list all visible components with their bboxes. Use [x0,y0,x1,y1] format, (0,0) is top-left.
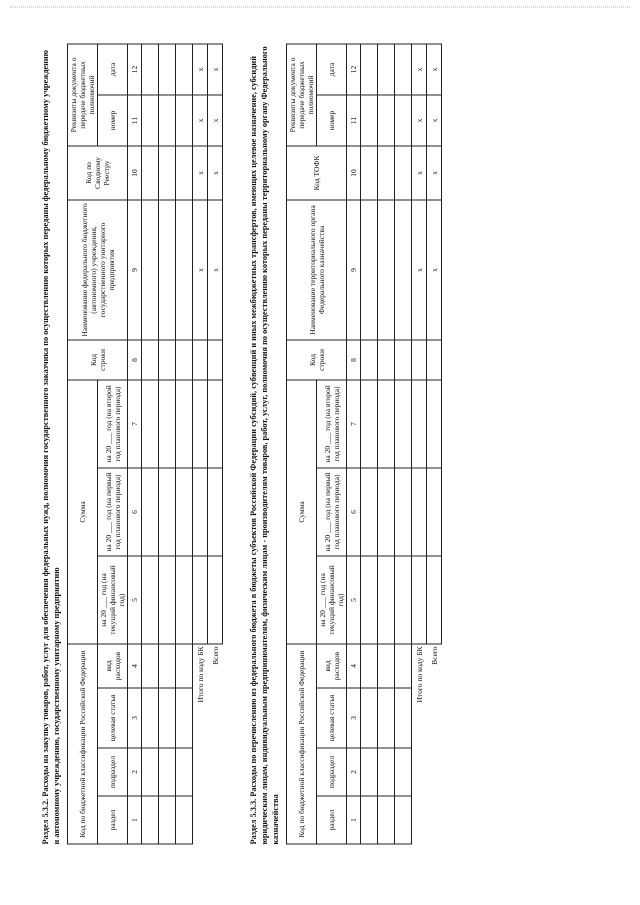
cell-input[interactable] [361,44,378,95]
cell-input[interactable] [176,95,193,146]
cell-input[interactable] [361,146,378,200]
x-mark: x [193,44,208,95]
cell-input[interactable] [142,380,159,468]
col-number: 2 [128,748,142,796]
col-number: 10 [347,146,361,200]
cell-input[interactable] [361,95,378,146]
cell-input[interactable] [176,380,193,468]
cell-input[interactable] [427,468,442,556]
col-number: 3 [128,688,142,748]
col-number: 4 [347,644,361,688]
header-sum-first: на 20 ___ год (на первый год планового периода) [98,468,128,556]
header-razdel: раздел [317,796,347,844]
section-5-3-3 [248,45,442,845]
total-all-label: Всего [429,646,439,665]
table-row [142,44,159,844]
cell-input[interactable] [142,200,159,340]
table-row [176,44,193,844]
cell-input[interactable] [193,556,208,644]
cell-input[interactable] [142,340,159,380]
cell-input[interactable] [361,468,378,556]
cell-input[interactable] [361,380,378,468]
cell-input[interactable] [142,688,159,748]
header-row [287,44,317,844]
cell-input[interactable] [378,95,395,146]
cell-input[interactable] [208,380,223,468]
total-bk-label: Итого по коду БК [414,646,424,703]
header-org-name: Наименование территориального органа Федерального казначейства [287,200,347,340]
header-podrazdel: подраздел [98,748,128,796]
cell-input[interactable] [395,796,412,844]
col-number: 9 [347,200,361,340]
cell-input[interactable] [395,644,412,688]
total-all-row [208,44,223,844]
col-number: 11 [128,95,142,146]
expenses-table-5-3-2 [67,43,223,844]
col-number: 9 [128,200,142,340]
cell-input[interactable] [361,688,378,748]
section-title: Раздел 5.3.3. Расходы по перечислению из федерального бюджета в бюджеты субъектов Российской Федерации субсидий, субвенций и иных межбюджетных трансфертов, имеющих целевое назначение, субсидий юридическим лицам, индивидуальным предпринимателям, физическим лицам - производителям товаров, работ, услуг, полномочия по осуществлению которых переданы территориальному органу Федерального казначейства [249,46,280,845]
total-all-row [427,44,442,844]
cell-input[interactable] [395,748,412,796]
header-vid: вид расходов [98,644,128,688]
table-row [395,44,412,844]
cell-input[interactable] [378,146,395,200]
cell-input[interactable] [378,200,395,340]
x-mark: x [208,95,223,146]
header-doc-group: Реквизиты документа о передаче бюджетных полномочий [68,44,98,146]
cell-input[interactable] [142,95,159,146]
cell-input[interactable] [142,796,159,844]
cell-input[interactable] [395,340,412,380]
cell-input[interactable] [361,748,378,796]
cell-input[interactable] [395,468,412,556]
cell-input[interactable] [159,95,176,146]
cell-input[interactable] [427,380,442,468]
col-number: 1 [347,796,361,844]
x-mark: x [412,200,427,340]
cell-input[interactable] [159,688,176,748]
cell-input[interactable] [427,556,442,644]
x-mark: x [193,200,208,340]
header-doc-date: дата [317,44,347,95]
col-number: 2 [347,748,361,796]
cell-input[interactable] [142,748,159,796]
total-bk-label: Итого по коду БК [195,646,205,703]
cell-input[interactable] [159,380,176,468]
col-number: 5 [128,556,142,644]
cell-input[interactable] [176,44,193,95]
cell-input[interactable] [378,468,395,556]
header-sum-first: на 20 ___ год (на первый год планового периода) [317,468,347,556]
col-number: 6 [128,468,142,556]
cell-input[interactable] [176,200,193,340]
column-number-row [128,44,142,844]
col-number: 8 [347,340,361,380]
cell-input[interactable] [412,468,427,556]
col-number: 11 [347,95,361,146]
col-number: 12 [128,44,142,95]
cell-input[interactable] [208,556,223,644]
cell-input[interactable] [176,748,193,796]
cell-input[interactable] [193,468,208,556]
cell-input[interactable] [176,644,193,688]
cell-input[interactable] [378,748,395,796]
cell-input[interactable] [412,380,427,468]
cell-input[interactable] [159,146,176,200]
cell-input[interactable] [176,468,193,556]
cell-input[interactable] [412,340,427,380]
cell-input[interactable] [142,468,159,556]
cell-input[interactable] [361,340,378,380]
cell-input[interactable] [361,644,378,688]
cell-input[interactable] [395,556,412,644]
cell-input[interactable] [395,380,412,468]
cell-input[interactable] [159,468,176,556]
header-line-code: Код строки [287,340,347,380]
x-mark: x [193,95,208,146]
header-sum-group: Сумма [287,380,317,644]
section-title: Раздел 5.3.2. Расходы на закупку товаров, работ, услуг для обеспечения федеральных нужд, полномочия государственного заказчика по осуществлению которых переданы федеральному бюджетному учреждению и автономному учреждению, государственному унитарному предприятию [41,50,61,845]
cell-input[interactable] [159,556,176,644]
cell-input[interactable] [395,95,412,146]
header-sum-second: на 20 ___ год (на второй год планового периода) [317,380,347,468]
cell-input[interactable] [361,796,378,844]
x-mark: x [193,146,208,200]
col-number: 7 [128,380,142,468]
table-row [378,44,395,844]
cell-input[interactable] [159,796,176,844]
header-sum-group: Сумма [68,380,98,644]
header-doc-number: номер [98,95,128,146]
col-number: 12 [347,44,361,95]
cell-input[interactable] [378,556,395,644]
cell-input[interactable] [208,468,223,556]
col-number: 6 [347,468,361,556]
cell-input[interactable] [159,200,176,340]
cell-input[interactable] [378,796,395,844]
cell-input[interactable] [142,44,159,95]
table-row [159,44,176,844]
col-number: 10 [128,146,142,200]
cell-input[interactable] [361,556,378,644]
header-sum-second: на 20 ___ год (на второй год планового периода) [98,380,128,468]
cell-input[interactable] [159,748,176,796]
header-sum-current: на 20 ___ год (на текущий финансовый год) [317,556,347,644]
expenses-table-5-3-3 [286,43,442,844]
cell-input[interactable] [395,688,412,748]
total-bk-row [412,44,427,844]
header-doc-number: номер [317,95,347,146]
cell-input[interactable] [378,340,395,380]
x-mark: x [427,95,442,146]
header-target: целевая статья [317,688,347,748]
cell-input[interactable] [159,644,176,688]
cell-input[interactable] [378,644,395,688]
cell-input[interactable] [176,340,193,380]
header-bk-group: Код по бюджетной классификации Российской Федерации [287,644,317,844]
table-row [361,44,378,844]
total-all-label: Всего [210,646,220,665]
x-mark: x [427,200,442,340]
header-doc-date: дата [98,44,128,95]
header-line-code: Код строки [68,340,128,380]
x-mark: x [412,146,427,200]
header-razdel: раздел [98,796,128,844]
header-vid: вид расходов [317,644,347,688]
cell-input[interactable] [142,146,159,200]
cell-input[interactable] [193,380,208,468]
cell-input[interactable] [395,146,412,200]
cell-input[interactable] [395,200,412,340]
cell-input[interactable] [412,556,427,644]
header-tofk-code: Код ТОФК [287,146,347,200]
cell-input[interactable] [378,688,395,748]
cell-input[interactable] [176,688,193,748]
col-number: 7 [347,380,361,468]
header-sum-current: на 20 ___ год (на текущий финансовый год) [98,556,128,644]
x-mark: x [208,44,223,95]
x-mark: x [427,44,442,95]
header-bk-group: Код по бюджетной классификации Российской Федерации [68,644,98,844]
x-mark: x [412,44,427,95]
cell-input[interactable] [378,44,395,95]
cell-input[interactable] [159,340,176,380]
cell-input[interactable] [193,340,208,380]
cell-input[interactable] [142,644,159,688]
cell-input[interactable] [159,44,176,95]
cell-input[interactable] [378,380,395,468]
col-number: 5 [347,556,361,644]
cell-input[interactable] [208,340,223,380]
x-mark: x [412,95,427,146]
cell-input[interactable] [395,44,412,95]
cell-input[interactable] [176,796,193,844]
header-podrazdel: подраздел [317,748,347,796]
col-number: 3 [347,688,361,748]
column-number-row [347,44,361,844]
cell-input[interactable] [427,340,442,380]
col-number: 4 [128,644,142,688]
col-number: 1 [128,796,142,844]
x-mark: x [427,146,442,200]
header-row [68,44,98,844]
x-mark: x [208,200,223,340]
x-mark: x [208,146,223,200]
header-org-name: Наименование федерального бюджетного (автономного) учреждения, государственного унитарного предприятия [68,200,128,340]
total-bk-row [193,44,208,844]
header-target: целевая статья [98,688,128,748]
header-registry-code: Код по Сводному Реестру [68,146,128,200]
scan-margin-line [10,6,630,8]
section-5-3-2 [40,45,223,845]
cell-input[interactable] [176,146,193,200]
col-number: 8 [128,340,142,380]
cell-input[interactable] [176,556,193,644]
cell-input[interactable] [361,200,378,340]
cell-input[interactable] [142,556,159,644]
header-doc-group: Реквизиты документа о передаче бюджетных полномочий [287,44,317,146]
